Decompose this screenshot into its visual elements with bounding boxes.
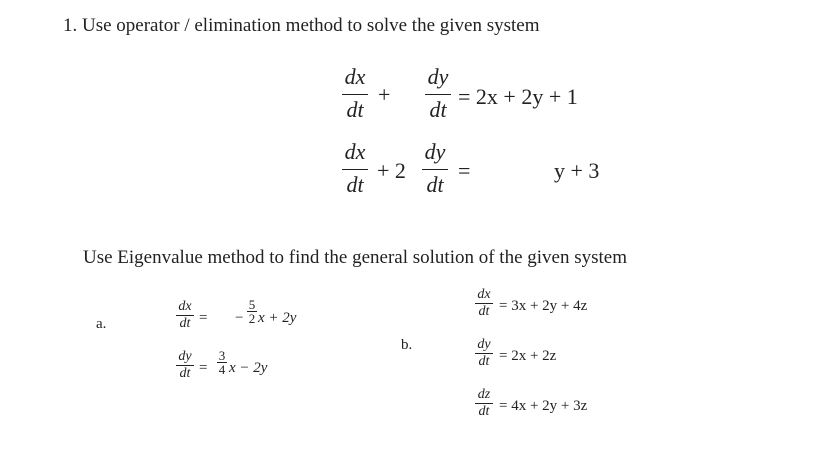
q1-eq1-dx: dx (344, 64, 366, 89)
pa-eq1-dt: dt (179, 316, 191, 331)
q1-eq1-dt2: dt (429, 97, 447, 122)
q1-eq2-dy: dy (424, 139, 446, 164)
q1-eq2-dt1: dt (346, 172, 364, 197)
q1-eq2-dt2: dt (426, 172, 444, 197)
q1-eq1-dydt (425, 66, 451, 121)
q1-eq2-dxdt (342, 141, 368, 196)
pa-eq2-coef-num: 3 (218, 348, 226, 363)
pb-eq1-dxdt (475, 288, 493, 319)
pa-eq2-rest: x − 2y (229, 360, 268, 376)
pa-eq2-equals: = (199, 360, 208, 376)
pb-eq3-rhs: = 4x + 2y + 3z (499, 398, 588, 414)
q1-eq2-plus-two: + 2 (377, 158, 406, 183)
q1-eq1-dy: dy (427, 64, 449, 89)
q1-eq1-dxdt (342, 66, 368, 121)
pb-eq1-rhs: = 3x + 2y + 4z (499, 298, 588, 314)
question-2-title: Use Eigenvalue method to find the general solution of the given system (83, 247, 628, 268)
pa-eq1-coef (247, 298, 257, 325)
pa-eq1-equals: = (199, 310, 208, 326)
pb-eq2-rhs: = 2x + 2z (499, 348, 557, 364)
question-1-title: 1. Use operator / elimination method to solve the given system (63, 15, 540, 36)
pb-eq1-dx: dx (477, 287, 491, 302)
pa-eq2-dydt (176, 350, 194, 381)
pa-eq1-minus: − (235, 310, 244, 326)
q1-eq1-rhs: = 2x + 2y + 1 (458, 84, 578, 109)
pa-eq2-dt: dt (179, 366, 191, 381)
q1-eq2-dydt (422, 141, 448, 196)
pb-eq3-dt: dt (478, 404, 490, 419)
q1-eq2-dx: dx (344, 139, 366, 164)
pa-eq1-dx: dx (178, 299, 192, 314)
pa-eq1-rest: x + 2y (258, 310, 297, 326)
pa-eq1-dxdt (176, 300, 194, 331)
pb-eq1-dt: dt (478, 304, 490, 319)
q1-eq2-rhs: y + 3 (554, 158, 600, 183)
pa-eq2-coef (217, 349, 227, 376)
pb-eq2-dy: dy (477, 337, 491, 352)
part-b-label: b. (401, 337, 413, 353)
part-a-label: a. (96, 316, 107, 332)
pb-eq2-dt: dt (478, 354, 490, 369)
q1-eq1-plus: + (378, 82, 391, 107)
pa-eq2-dy: dy (178, 349, 192, 364)
pa-eq1-coef-num: 5 (248, 297, 256, 312)
pb-eq3-dzdt (475, 388, 493, 419)
pb-eq2-dydt (475, 338, 493, 369)
pa-eq1-coef-den: 2 (248, 311, 256, 326)
pb-eq3-dz: dz (477, 387, 491, 402)
pa-eq2-coef-den: 4 (218, 362, 226, 377)
q1-eq2-equals: = (458, 158, 471, 183)
q1-eq1-dt1: dt (346, 97, 364, 122)
